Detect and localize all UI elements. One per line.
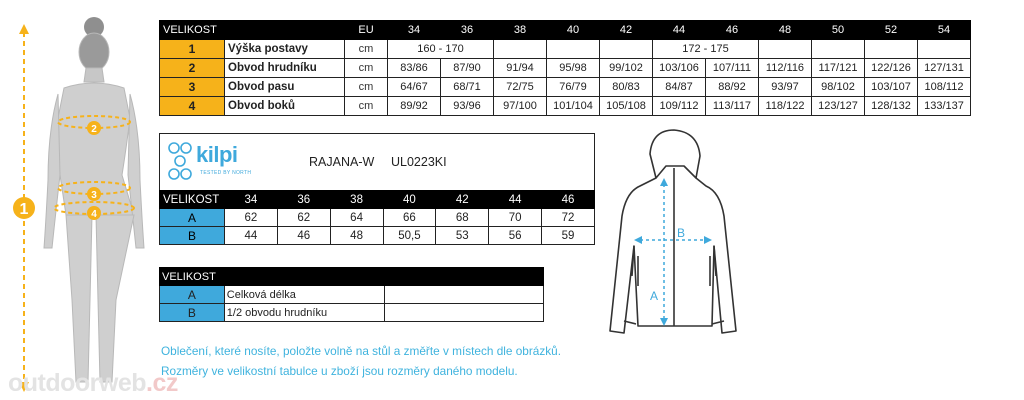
row-unit: cm bbox=[345, 78, 388, 97]
row-name: Výška postavy bbox=[225, 40, 345, 59]
product-row-a bbox=[160, 209, 595, 227]
row-key: A bbox=[160, 286, 225, 304]
product-header-36: 36 bbox=[277, 191, 330, 209]
row-key: B bbox=[160, 227, 225, 245]
model-name: RAJANA-W bbox=[309, 155, 375, 169]
table-cell: 113/117 bbox=[706, 97, 759, 116]
table-cell: 133/137 bbox=[918, 97, 971, 116]
table-cell: 99/102 bbox=[600, 59, 653, 78]
legend-header-velikost: VELIKOST bbox=[160, 268, 544, 286]
table-cell: 128/132 bbox=[865, 97, 918, 116]
marker-4-label: 4 bbox=[91, 209, 97, 220]
size-header-36: 36 bbox=[441, 21, 494, 40]
row-name: Obvod pasu bbox=[225, 78, 345, 97]
table-cell: 109/112 bbox=[653, 97, 706, 116]
size-table bbox=[159, 20, 971, 116]
table-cell: 87/90 bbox=[441, 59, 494, 78]
table-cell bbox=[812, 40, 865, 59]
model-code: UL0223KI bbox=[391, 155, 447, 169]
note-line-2: Rozměry ve velikostní tabulce u zboží jsou rozměry daného modelu. bbox=[161, 364, 518, 378]
table-cell: 53 bbox=[436, 227, 489, 245]
brand-name: kilpi bbox=[196, 142, 238, 167]
table-cell: 62 bbox=[277, 209, 330, 227]
table-cell bbox=[865, 40, 918, 59]
table-cell: 112/116 bbox=[759, 59, 812, 78]
table-cell: 48 bbox=[330, 227, 383, 245]
table-cell: 93/96 bbox=[441, 97, 494, 116]
table-cell: 98/102 bbox=[812, 78, 865, 97]
table-cell bbox=[494, 40, 547, 59]
marker-2-label: 2 bbox=[91, 124, 97, 135]
product-header-44: 44 bbox=[489, 191, 542, 209]
table-cell: 118/122 bbox=[759, 97, 812, 116]
size-header-34: 34 bbox=[388, 21, 441, 40]
table-cell: 108/112 bbox=[918, 78, 971, 97]
product-size-table bbox=[159, 190, 595, 245]
size-row-waist bbox=[160, 78, 971, 97]
table-cell: 59 bbox=[542, 227, 595, 245]
table-cell: 76/79 bbox=[547, 78, 600, 97]
table-cell: 72/75 bbox=[494, 78, 547, 97]
size-header-44: 44 bbox=[653, 21, 706, 40]
table-cell: 123/127 bbox=[812, 97, 865, 116]
table-cell: 88/92 bbox=[706, 78, 759, 97]
table-cell: 84/87 bbox=[653, 78, 706, 97]
table-cell bbox=[918, 40, 971, 59]
table-cell: 89/92 bbox=[388, 97, 441, 116]
size-header-42: 42 bbox=[600, 21, 653, 40]
product-header-40: 40 bbox=[383, 191, 436, 209]
size-header-velikost: VELIKOST bbox=[160, 21, 345, 40]
jacket-label-b: B bbox=[677, 226, 686, 240]
legend-row-a bbox=[160, 286, 544, 304]
table-cell: 68/71 bbox=[441, 78, 494, 97]
legend-label: Celková délka bbox=[224, 286, 384, 304]
size-header-eu: EU bbox=[345, 21, 388, 40]
size-header-52: 52 bbox=[865, 21, 918, 40]
table-cell: 103/106 bbox=[653, 59, 706, 78]
size-table-header bbox=[160, 21, 971, 40]
table-cell: 97/100 bbox=[494, 97, 547, 116]
brand-tagline: TESTED BY NORTH bbox=[200, 170, 252, 176]
product-header-38: 38 bbox=[330, 191, 383, 209]
table-cell: 101/104 bbox=[547, 97, 600, 116]
watermark bbox=[8, 369, 178, 398]
row-unit: cm bbox=[345, 59, 388, 78]
size-header-54: 54 bbox=[918, 21, 971, 40]
kilpi-logo-icon bbox=[166, 140, 194, 182]
size-header-48: 48 bbox=[759, 21, 812, 40]
product-header-34: 34 bbox=[224, 191, 277, 209]
table-cell: 107/111 bbox=[706, 59, 759, 78]
table-cell: 160 - 170 bbox=[388, 40, 494, 59]
height-marker-label: 1 bbox=[19, 201, 29, 218]
note-line-1: Oblečení, které nosíte, položte volně na stůl a změřte v místech dle obrázků. bbox=[161, 344, 561, 358]
table-cell: 83/86 bbox=[388, 59, 441, 78]
row-number: 2 bbox=[160, 59, 225, 78]
table-cell: 91/94 bbox=[494, 59, 547, 78]
product-header-velikost: VELIKOST bbox=[160, 191, 225, 209]
size-row-hips bbox=[160, 97, 971, 116]
table-cell: 50,5 bbox=[383, 227, 436, 245]
table-cell: 66 bbox=[383, 209, 436, 227]
table-cell: 64 bbox=[330, 209, 383, 227]
table-cell bbox=[547, 40, 600, 59]
legend-table bbox=[159, 267, 544, 322]
row-number: 1 bbox=[160, 40, 225, 59]
table-cell: 46 bbox=[277, 227, 330, 245]
product-row-b bbox=[160, 227, 595, 245]
row-unit: cm bbox=[345, 40, 388, 59]
table-cell: 95/98 bbox=[547, 59, 600, 78]
table-cell bbox=[384, 304, 543, 322]
table-cell: 80/83 bbox=[600, 78, 653, 97]
table-cell bbox=[384, 286, 543, 304]
body-figure bbox=[0, 10, 150, 400]
row-name: Obvod hrudníku bbox=[225, 59, 345, 78]
size-header-50: 50 bbox=[812, 21, 865, 40]
table-cell: 68 bbox=[436, 209, 489, 227]
size-header-46: 46 bbox=[706, 21, 759, 40]
size-row-chest bbox=[160, 59, 971, 78]
legend-row-b bbox=[160, 304, 544, 322]
row-number: 3 bbox=[160, 78, 225, 97]
table-cell: 117/121 bbox=[812, 59, 865, 78]
row-key: B bbox=[160, 304, 225, 322]
table-cell bbox=[600, 40, 653, 59]
table-cell: 172 - 175 bbox=[653, 40, 759, 59]
product-table-header bbox=[160, 191, 595, 209]
watermark-main: outdoorweb bbox=[8, 369, 147, 397]
watermark-suffix: .cz bbox=[146, 369, 178, 397]
table-cell: 105/108 bbox=[600, 97, 653, 116]
table-cell: 93/97 bbox=[759, 78, 812, 97]
table-cell: 72 bbox=[542, 209, 595, 227]
legend-header bbox=[160, 268, 544, 286]
table-cell: 122/126 bbox=[865, 59, 918, 78]
table-cell: 70 bbox=[489, 209, 542, 227]
marker-3-label: 3 bbox=[91, 190, 97, 201]
size-row-height bbox=[160, 40, 971, 59]
row-unit: cm bbox=[345, 97, 388, 116]
row-number: 4 bbox=[160, 97, 225, 116]
jacket-label-a: A bbox=[650, 289, 659, 303]
jacket-illustration bbox=[600, 126, 740, 346]
table-cell: 64/67 bbox=[388, 78, 441, 97]
legend-label: 1/2 obvodu hrudníku bbox=[224, 304, 384, 322]
table-cell: 127/131 bbox=[918, 59, 971, 78]
table-cell: 44 bbox=[224, 227, 277, 245]
product-header bbox=[159, 133, 595, 190]
table-cell: 103/107 bbox=[865, 78, 918, 97]
size-header-40: 40 bbox=[547, 21, 600, 40]
table-cell: 56 bbox=[489, 227, 542, 245]
product-header-46: 46 bbox=[542, 191, 595, 209]
row-name: Obvod boků bbox=[225, 97, 345, 116]
size-header-38: 38 bbox=[494, 21, 547, 40]
product-header-42: 42 bbox=[436, 191, 489, 209]
table-cell bbox=[759, 40, 812, 59]
row-key: A bbox=[160, 209, 225, 227]
table-cell: 62 bbox=[224, 209, 277, 227]
